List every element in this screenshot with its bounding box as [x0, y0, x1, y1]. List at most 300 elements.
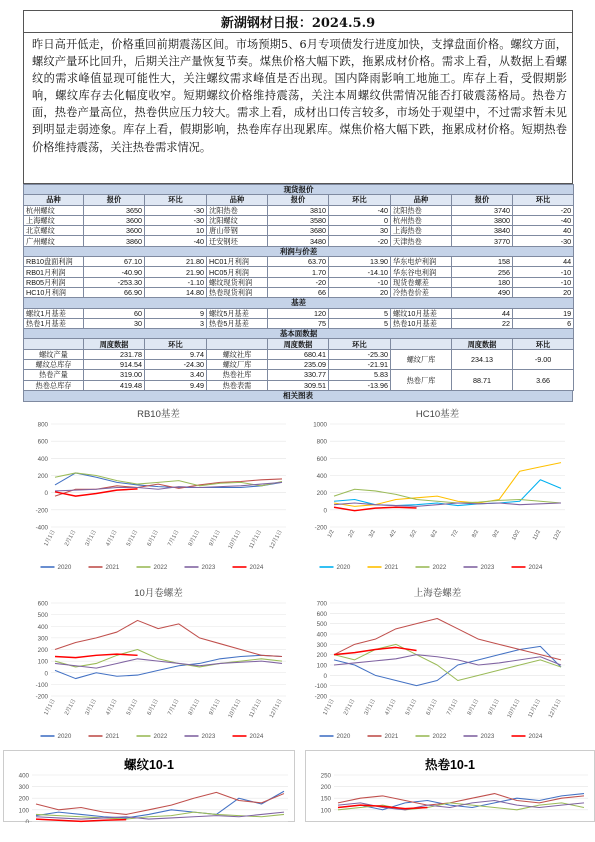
- item-value: 3650: [84, 205, 145, 215]
- y-tick-label: 0: [44, 670, 48, 678]
- item-name: 螺纹厂库: [391, 349, 452, 370]
- item-value: 6: [513, 318, 574, 328]
- x-tick-label: 12月1日: [547, 698, 563, 720]
- item-value: 44: [452, 308, 513, 318]
- item-value: -20: [329, 236, 391, 246]
- item-name: 热卷现货利润: [207, 287, 268, 297]
- legend-label: 2020: [57, 733, 72, 741]
- y-tick-label: 600: [316, 455, 327, 463]
- column-header: 环比: [329, 195, 391, 205]
- profit-section-header: [24, 246, 574, 256]
- x-tick-label: 1月1日: [43, 529, 57, 548]
- series-line-2021: [36, 792, 284, 814]
- item-name: 螺纹5月基差: [207, 308, 268, 318]
- item-value: 66.90: [84, 287, 145, 297]
- chart-title: HC10基差: [415, 408, 460, 420]
- x-tick-label: 6月1日: [425, 698, 439, 717]
- item-name: 唐山带钢: [207, 226, 268, 236]
- column-header: 环比: [329, 339, 391, 349]
- item-name: HC05月利润: [207, 267, 268, 277]
- item-name: 热卷5月基差: [207, 318, 268, 328]
- item-value: -10: [329, 277, 391, 287]
- item-name: 热卷社库: [207, 370, 268, 380]
- x-tick-label: 8月1日: [187, 698, 202, 717]
- column-header: 周度数据: [268, 339, 329, 349]
- item-value: -1.10: [145, 277, 207, 287]
- data-table: [23, 184, 574, 391]
- y-tick-label: 0: [25, 818, 29, 823]
- item-value: 3740: [452, 205, 513, 215]
- column-header: 报价: [84, 195, 145, 205]
- x-tick-label: 8月1日: [187, 529, 202, 548]
- chart-title: RB10基差: [137, 408, 180, 420]
- fundamentals-section-header: [24, 329, 574, 339]
- item-name: 杭州热卷: [391, 215, 452, 225]
- item-value: 60: [84, 308, 145, 318]
- table-row: [24, 215, 574, 225]
- item-name: 螺纹10月基差: [391, 308, 452, 318]
- section-title: 基差: [24, 298, 574, 308]
- series-line-2022: [55, 649, 282, 666]
- x-tick-label: 10月1日: [227, 529, 243, 551]
- item-value: 88.71: [452, 370, 513, 391]
- y-tick-label: -400: [35, 524, 48, 532]
- item-value: 20: [329, 287, 391, 297]
- x-tick-label: 11/2: [531, 529, 543, 542]
- item-name: RB01月利润: [24, 267, 84, 277]
- series-line-2020: [36, 791, 284, 818]
- item-name: 螺纹产量: [24, 349, 84, 359]
- chart-title: 10月卷螺差: [134, 587, 183, 599]
- item-value: -40: [329, 205, 391, 215]
- x-tick-label: 1月1日: [43, 698, 57, 717]
- item-value: -24.30: [145, 360, 207, 370]
- y-tick-label: -200: [35, 507, 48, 515]
- item-value: 3.40: [145, 370, 207, 380]
- y-tick-label: 400: [316, 631, 327, 639]
- x-tick-label: 11月1日: [248, 529, 264, 550]
- y-tick-label: 1000: [313, 421, 327, 429]
- item-value: 234.13: [452, 349, 513, 370]
- x-tick-label: 7/2: [450, 529, 460, 539]
- y-tick-label: 0: [44, 490, 48, 498]
- chart-title: 螺纹10-1: [123, 757, 175, 772]
- item-value: 40: [513, 226, 574, 236]
- market-summary: 昨日高开低走，价格重回前期震荡区间。市场预期5、6月专项债发行进度加快，支撑盘面价格。螺纹方面，螺纹产量环比回升，后期关注产量恢复节奏。煤焦价格大幅下跌，拖累成材价格。需求上看，从数据上看螺纹的需求峰值显现可能性大，关注螺纹需求峰值是否出现。国内降雨影响工地施工。库存上看，受假期影响，螺纹库存去化幅度收窄。短期螺纹价格维持震荡，关注本周螺纹供需情况能否打破震荡格局。热卷方面，热卷产量高位，热卷供应压力较大。需求上看，成材出口传言较多，市场处于观望中，不过需求暂未见到明显走弱迹象。库存上看，假期影响，热卷库存出现累库。煤焦价格大幅下跌，拖累成材价格。短期热卷价格维持震荡，关注热卷需求情况。: [23, 32, 573, 184]
- legend-label: 2022: [153, 733, 168, 741]
- y-tick-label: 400: [37, 455, 48, 463]
- y-tick-label: 0: [323, 507, 327, 515]
- y-tick-label: 300: [37, 635, 48, 643]
- column-header: 品种: [24, 195, 84, 205]
- item-name: RB05月利润: [24, 277, 84, 287]
- y-tick-label: 0: [323, 672, 327, 680]
- item-name: 迁安钢坯: [207, 236, 268, 246]
- report-title: 新湖钢材日报：2024.5.9: [23, 10, 573, 32]
- item-name: 沈阳热卷: [207, 205, 268, 215]
- chart-area: [18, 402, 573, 823]
- x-tick-label: 7月1日: [167, 529, 181, 548]
- item-name: RB10盘面利润: [24, 257, 84, 267]
- item-value: 9.49: [145, 380, 207, 390]
- item-value: 19: [513, 308, 574, 318]
- y-tick-label: 200: [37, 472, 48, 480]
- item-value: 3600: [84, 215, 145, 225]
- column-header-row: [24, 195, 574, 205]
- item-value: 330.77: [268, 370, 329, 380]
- chart-plot: [302, 581, 573, 744]
- legend-label: 2022: [432, 733, 447, 741]
- item-value: -40: [513, 215, 574, 225]
- y-tick-label: 100: [37, 658, 48, 666]
- item-value: 13.90: [329, 257, 391, 267]
- item-name: 上海热卷: [391, 226, 452, 236]
- y-tick-label: 100: [316, 662, 327, 670]
- item-value: 419.48: [84, 380, 145, 390]
- item-name: 热卷表需: [207, 380, 268, 390]
- item-value: 5.83: [329, 370, 391, 380]
- item-value: 66: [268, 287, 329, 297]
- item-value: -40.90: [84, 267, 145, 277]
- y-tick-label: 700: [316, 600, 327, 608]
- legend-label: 2023: [480, 733, 495, 741]
- item-value: 10: [145, 226, 207, 236]
- item-name: 热卷10月基差: [391, 318, 452, 328]
- column-header: 周度数据: [452, 339, 513, 349]
- item-value: 63.70: [268, 257, 329, 267]
- column-header: 环比: [145, 339, 207, 349]
- chart-plot: [302, 402, 573, 575]
- chart-3: [23, 581, 294, 744]
- item-name: 螺纹社库: [207, 349, 268, 359]
- column-header: 品种: [207, 195, 268, 205]
- series-line-2024: [55, 654, 138, 657]
- item-value: -10: [513, 277, 574, 287]
- item-value: -20: [513, 205, 574, 215]
- item-value: 0: [329, 215, 391, 225]
- legend-label: 2021: [105, 564, 120, 572]
- y-tick-label: 100: [320, 807, 331, 815]
- item-value: 22: [452, 318, 513, 328]
- item-name: 热卷厂库: [391, 370, 452, 391]
- y-tick-label: 800: [37, 421, 48, 429]
- item-value: 44: [513, 257, 574, 267]
- item-name: 冷热卷价差: [391, 287, 452, 297]
- x-tick-label: 11月1日: [527, 698, 543, 719]
- item-value: 9.74: [145, 349, 207, 359]
- item-name: 螺纹总库存: [24, 360, 84, 370]
- chart-2: [302, 402, 573, 575]
- item-name: 沈阳螺纹: [207, 215, 268, 225]
- x-tick-label: 3/2: [368, 529, 378, 539]
- legend-label: 2024: [528, 733, 543, 741]
- item-value: 180: [452, 277, 513, 287]
- item-value: 67.10: [84, 257, 145, 267]
- x-tick-label: 12月1日: [268, 529, 284, 551]
- spot-section-header: [24, 185, 574, 195]
- item-value: -20: [268, 277, 329, 287]
- series-line-2022: [55, 473, 282, 486]
- y-tick-label: 500: [316, 621, 327, 629]
- item-value: 14.80: [145, 287, 207, 297]
- x-tick-label: 7月1日: [446, 698, 460, 717]
- y-tick-label: -100: [314, 683, 327, 691]
- x-tick-label: 4/2: [388, 529, 398, 539]
- item-value: 3.66: [513, 370, 574, 391]
- item-value: 30: [329, 226, 391, 236]
- item-value: -25.30: [329, 349, 391, 359]
- x-tick-label: 2月1日: [342, 698, 357, 717]
- chart-plot: [23, 402, 294, 575]
- item-value: 1.70: [268, 267, 329, 277]
- y-tick-label: 800: [316, 438, 327, 446]
- item-value: 319.00: [84, 370, 145, 380]
- x-tick-label: 9/2: [491, 529, 501, 539]
- item-name: 螺纹现货利润: [207, 277, 268, 287]
- x-tick-label: 12/2: [552, 529, 563, 542]
- chart-1: [23, 402, 294, 575]
- x-tick-label: 5/2: [409, 529, 419, 539]
- x-tick-label: 7月1日: [167, 698, 181, 717]
- x-tick-label: 5月1日: [404, 698, 419, 717]
- item-value: -40: [145, 236, 207, 246]
- table-row: [24, 308, 574, 318]
- item-value: 158: [452, 257, 513, 267]
- item-name: 华东谷电利润: [391, 267, 452, 277]
- item-value: 20: [513, 287, 574, 297]
- item-name: 广州螺纹: [24, 236, 84, 246]
- chart-title: 上海卷螺差: [413, 587, 462, 599]
- item-value: 914.54: [84, 360, 145, 370]
- legend-label: 2022: [432, 564, 447, 572]
- item-value: 3800: [452, 215, 513, 225]
- series-line-2022: [334, 489, 561, 503]
- table-row: [24, 257, 574, 267]
- item-value: 3860: [84, 236, 145, 246]
- table-row: [24, 318, 574, 328]
- chart-5: [3, 750, 295, 822]
- table-row: [24, 277, 574, 287]
- legend-label: 2024: [249, 733, 264, 741]
- column-header: 环比: [145, 195, 207, 205]
- table-row: [24, 205, 574, 215]
- y-tick-label: -200: [314, 524, 327, 532]
- column-header: 周度数据: [84, 339, 145, 349]
- item-value: 680.41: [268, 349, 329, 359]
- table-row: [24, 267, 574, 277]
- y-tick-label: -200: [35, 693, 48, 701]
- legend-label: 2023: [480, 564, 495, 572]
- y-tick-label: 500: [37, 612, 48, 620]
- x-tick-label: 8/2: [471, 529, 481, 539]
- y-tick-label: 400: [37, 623, 48, 631]
- series-line-2020: [334, 646, 561, 685]
- x-tick-label: 6/2: [429, 529, 439, 539]
- item-name: 沈阳热卷: [391, 205, 452, 215]
- item-name: 天津热卷: [391, 236, 452, 246]
- x-tick-label: 5月1日: [125, 698, 140, 717]
- y-tick-label: -100: [35, 681, 48, 689]
- y-tick-label: -200: [314, 693, 327, 701]
- y-tick-label: 600: [37, 600, 48, 608]
- x-tick-label: 5月1日: [125, 529, 140, 548]
- basis-section-header: [24, 298, 574, 308]
- x-tick-label: 1/2: [326, 529, 336, 539]
- item-value: 3480: [268, 236, 329, 246]
- y-tick-label: 200: [316, 652, 327, 660]
- chart-4: [302, 581, 573, 744]
- y-tick-label: 600: [37, 438, 48, 446]
- item-value: 231.78: [84, 349, 145, 359]
- item-name: 热卷1月基差: [24, 318, 84, 328]
- y-tick-label: 400: [316, 472, 327, 480]
- x-tick-label: 8月1日: [466, 698, 481, 717]
- item-value: 3580: [268, 215, 329, 225]
- item-value: 21.90: [145, 267, 207, 277]
- item-name: HC01月利润: [207, 257, 268, 267]
- y-tick-label: 300: [316, 641, 327, 649]
- legend-label: 2021: [384, 733, 399, 741]
- chart-title: 热卷10-1: [424, 757, 476, 772]
- legend-label: 2021: [105, 733, 120, 741]
- y-tick-label: 250: [320, 772, 331, 780]
- item-value: 5: [329, 318, 391, 328]
- x-tick-label: 2月1日: [63, 529, 78, 548]
- charts-section-header: 相关图表: [23, 391, 573, 402]
- item-value: 3: [145, 318, 207, 328]
- item-value: 309.51: [268, 380, 329, 390]
- x-tick-label: 3月1日: [84, 698, 99, 717]
- x-tick-label: 4月1日: [384, 698, 398, 717]
- x-tick-label: 11月1日: [248, 698, 264, 719]
- item-name: 杭州螺纹: [24, 205, 84, 215]
- item-name: 华东电炉利润: [391, 257, 452, 267]
- x-tick-label: 3月1日: [363, 698, 378, 717]
- item-name: 螺纹厂库: [207, 360, 268, 370]
- item-value: 21.80: [145, 257, 207, 267]
- y-tick-label: 600: [316, 610, 327, 618]
- item-value: -14.10: [329, 267, 391, 277]
- legend-label: 2023: [201, 733, 216, 741]
- item-value: 3840: [452, 226, 513, 236]
- item-value: -30: [513, 236, 574, 246]
- y-tick-label: 200: [316, 490, 327, 498]
- item-name: HC10月利润: [24, 287, 84, 297]
- chart-6: [305, 750, 595, 822]
- item-name: 现货卷螺差: [391, 277, 452, 287]
- y-tick-label: 200: [320, 784, 331, 792]
- section-title: 利润与价差: [24, 246, 574, 256]
- y-tick-label: 150: [320, 795, 331, 803]
- y-tick-label: 200: [18, 795, 29, 803]
- x-tick-label: 10月1日: [227, 698, 243, 720]
- legend-label: 2024: [249, 564, 264, 572]
- x-tick-label: 2月1日: [63, 698, 78, 717]
- table-row: [24, 236, 574, 246]
- legend-label: 2021: [384, 564, 399, 572]
- x-tick-label: 9月1日: [208, 698, 222, 717]
- legend-label: 2022: [153, 564, 168, 572]
- item-value: 256: [452, 267, 513, 277]
- item-name: 上海螺纹: [24, 215, 84, 225]
- table-row: [24, 226, 574, 236]
- column-header: [391, 339, 452, 349]
- y-tick-label: 300: [18, 784, 29, 792]
- section-title: 基本面数据: [24, 329, 574, 339]
- column-header: [24, 339, 84, 349]
- x-tick-label: 6月1日: [146, 698, 160, 717]
- legend-label: 2020: [57, 564, 72, 572]
- x-tick-label: 10月1日: [506, 698, 522, 720]
- x-tick-label: 4月1日: [105, 529, 119, 548]
- item-value: 3600: [84, 226, 145, 236]
- item-name: 螺纹1月基差: [24, 308, 84, 318]
- column-header: 品种: [391, 195, 452, 205]
- column-header: 环比: [513, 195, 574, 205]
- column-header: 报价: [268, 195, 329, 205]
- column-header: 报价: [452, 195, 513, 205]
- y-tick-label: 400: [18, 772, 29, 780]
- item-value: -30: [145, 215, 207, 225]
- item-value: -253.30: [84, 277, 145, 287]
- legend-label: 2020: [336, 564, 351, 572]
- table-row: [24, 349, 574, 359]
- x-tick-label: 9月1日: [487, 698, 501, 717]
- chart-plot: [23, 581, 294, 744]
- item-value: 3810: [268, 205, 329, 215]
- item-value: -10: [513, 267, 574, 277]
- x-tick-label: 10/2: [511, 529, 522, 542]
- table-row: [24, 370, 574, 380]
- x-tick-label: 1月1日: [322, 698, 336, 717]
- item-value: 75: [268, 318, 329, 328]
- table-row: [24, 287, 574, 297]
- item-value: 3770: [452, 236, 513, 246]
- item-value: 5: [329, 308, 391, 318]
- legend-label: 2023: [201, 564, 216, 572]
- item-value: 30: [84, 318, 145, 328]
- legend-label: 2024: [528, 564, 543, 572]
- item-value: -30: [145, 205, 207, 215]
- item-value: 120: [268, 308, 329, 318]
- report-page: [18, 10, 573, 823]
- item-value: 490: [452, 287, 513, 297]
- section-title: 现货报价: [24, 185, 574, 195]
- item-name: 热卷总库存: [24, 380, 84, 390]
- column-header: [207, 339, 268, 349]
- item-value: 3680: [268, 226, 329, 236]
- item-value: 235.09: [268, 360, 329, 370]
- item-value: -21.91: [329, 360, 391, 370]
- x-tick-label: 12月1日: [268, 698, 284, 720]
- x-tick-label: 6月1日: [146, 529, 160, 548]
- legend-label: 2020: [336, 733, 351, 741]
- x-tick-label: 4月1日: [105, 698, 119, 717]
- y-tick-label: 100: [18, 807, 29, 815]
- y-tick-label: 200: [37, 646, 48, 654]
- item-value: -9.00: [513, 349, 574, 370]
- item-name: 热卷产量: [24, 370, 84, 380]
- series-line-2021: [55, 620, 282, 656]
- item-value: -13.96: [329, 380, 391, 390]
- item-name: 北京螺纹: [24, 226, 84, 236]
- series-line-2024: [334, 507, 417, 510]
- column-header-row: [24, 339, 574, 349]
- x-tick-label: 9月1日: [208, 529, 222, 548]
- column-header: 环比: [513, 339, 574, 349]
- x-tick-label: 2/2: [347, 529, 357, 539]
- x-tick-label: 3月1日: [84, 529, 99, 548]
